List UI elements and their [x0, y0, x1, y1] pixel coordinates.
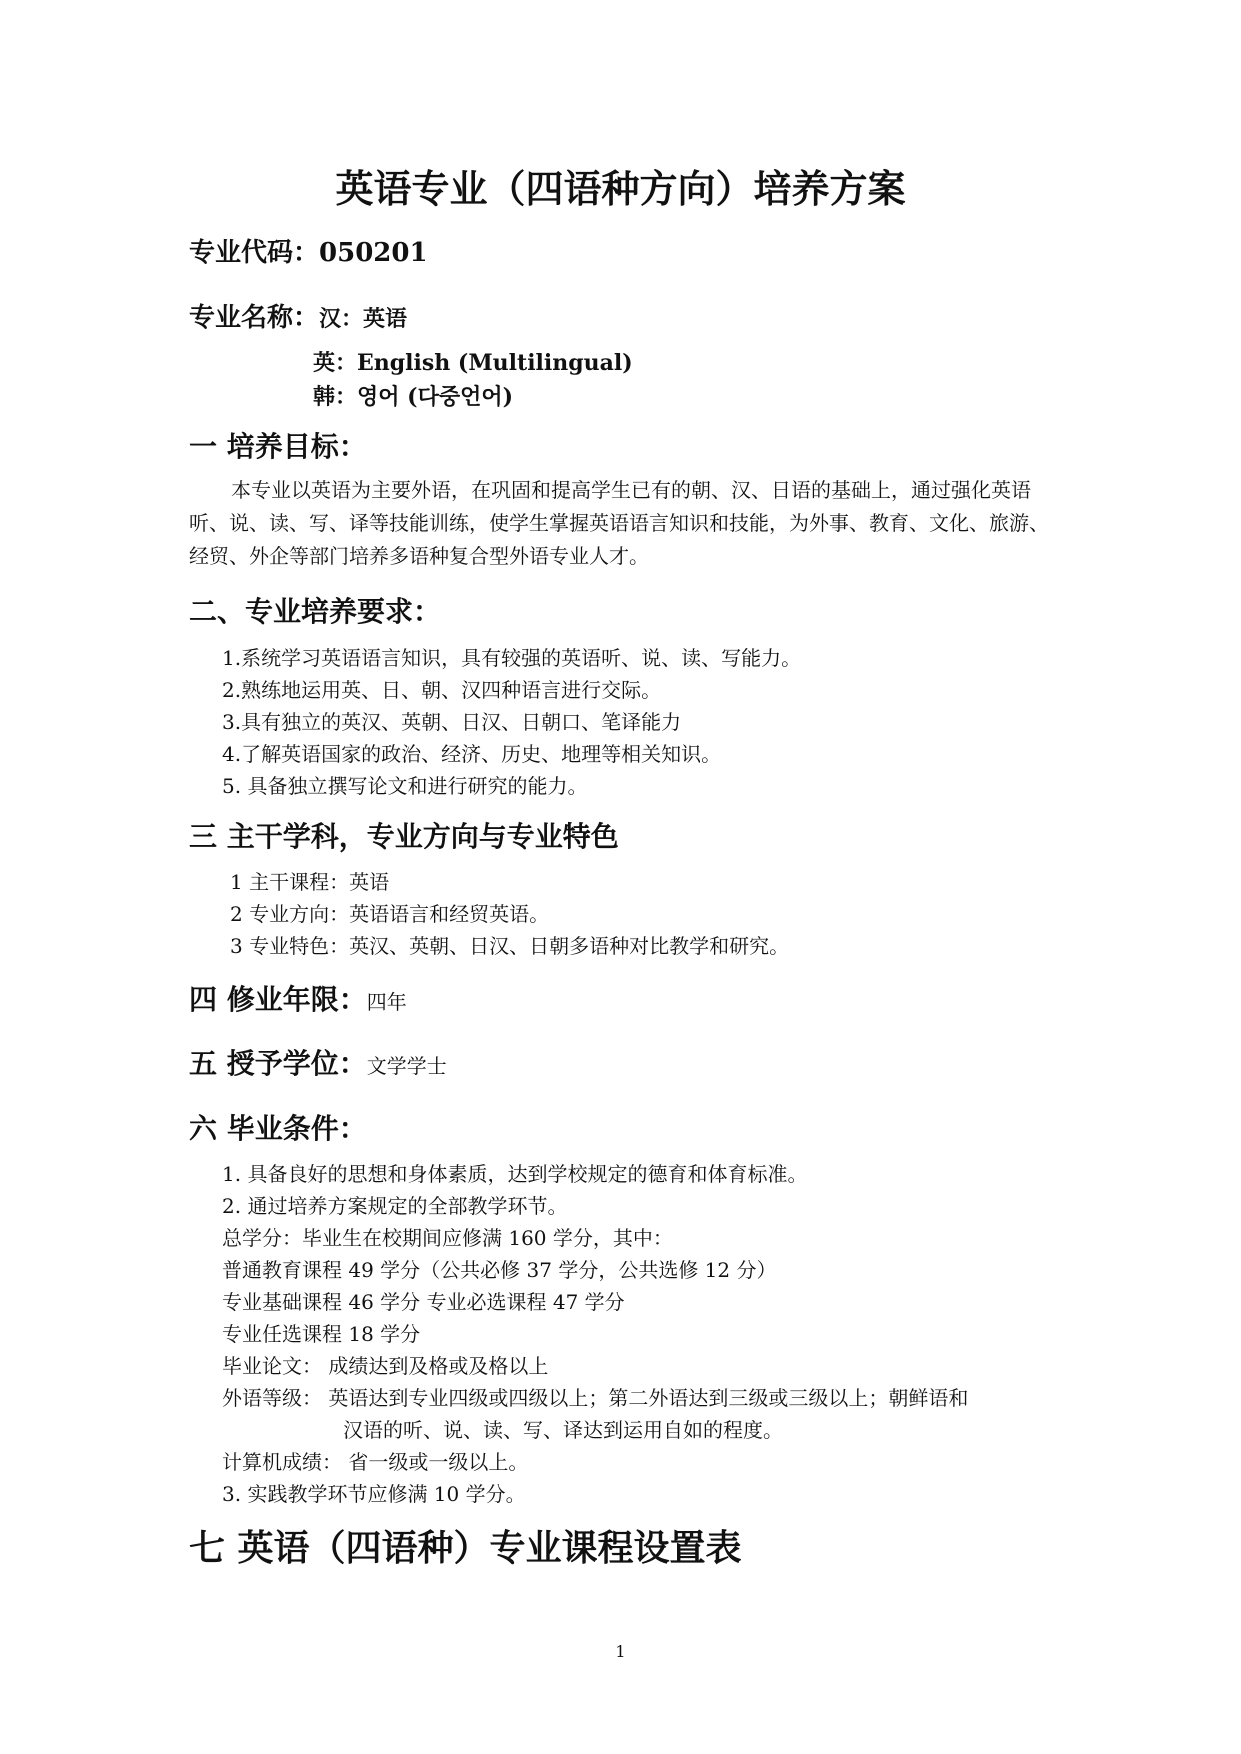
major-name	[189, 297, 407, 334]
major-code	[189, 232, 428, 269]
graduation-line: 专业基础课程 46 学分 专业必选课程 47 学分	[222, 1290, 625, 1314]
major-code-label: 专业代码：	[189, 238, 320, 268]
major-name-label: 专业名称：	[189, 303, 320, 333]
page-number: 1	[615, 1642, 626, 1661]
graduation-line: 普通教育课程 49 学分（公共必修 37 学分，公共选修 12 分）	[222, 1258, 777, 1282]
section-7-heading: 七 英语（四语种）专业课程设置表	[189, 1527, 742, 1569]
section-4	[189, 978, 407, 1018]
major-name-ko-label: 韩：	[313, 384, 358, 410]
discipline-item: 3 专业特色：英汉、英朝、日汉、日朝多语种对比教学和研究。	[230, 934, 790, 958]
major-code-value: 050201	[319, 238, 428, 268]
section-5-heading: 五 授予学位：	[189, 1047, 367, 1080]
discipline-item: 2 专业方向：英语语言和经贸英语。	[230, 902, 550, 926]
requirement-item: 5. 具备独立撰写论文和进行研究的能力。	[222, 774, 588, 798]
section-2-heading: 二、专业培养要求：	[189, 595, 442, 628]
graduation-line: 1. 具备良好的思想和身体素质，达到学校规定的德育和体育标准。	[222, 1162, 808, 1186]
major-name-ko-value: 영어 (다중언어)	[357, 384, 514, 410]
section-3-heading: 三 主干学科，专业方向与专业特色	[189, 820, 619, 853]
major-name-ko	[313, 380, 513, 411]
graduation-line: 2. 通过培养方案规定的全部教学环节。	[222, 1194, 568, 1218]
graduation-line: 专业任选课程 18 学分	[222, 1322, 421, 1346]
graduation-line: 计算机成绩： 省一级或一级以上。	[222, 1450, 529, 1474]
graduation-line: 总学分：毕业生在校期间应修满 160 学分，其中：	[222, 1226, 673, 1250]
requirement-item: 3.具有独立的英汉、英朝、日汉、日朝口、笔译能力	[222, 710, 682, 734]
section-5	[189, 1042, 447, 1082]
section-1-body: 本专业以英语为主要外语，在巩固和提高学生已有的朝、汉、日语的基础上，通过强化英语听、说、读、写、译等技能训练，使学生掌握英语语言知识和技能，为外事、教育、文化、旅游、经贸、外企等部门培养多语种复合型外语专业人才。	[189, 478, 1049, 568]
page-title: 英语专业（四语种方向）培养方案	[335, 166, 906, 211]
graduation-line: 3. 实践教学环节应修满 10 学分。	[222, 1482, 526, 1506]
section-6-heading: 六 毕业条件：	[189, 1112, 367, 1145]
major-name-en	[313, 346, 633, 377]
requirement-item: 4.了解英语国家的政治、经济、历史、地理等相关知识。	[222, 742, 722, 766]
section-5-value: 文学学士	[366, 1054, 447, 1078]
graduation-line: 毕业论文： 成绩达到及格或及格以上	[222, 1354, 549, 1378]
section-4-heading: 四 修业年限：	[189, 983, 367, 1016]
major-name-en-label: 英：	[313, 350, 358, 376]
major-name-zh: 汉：英语	[319, 306, 408, 332]
graduation-line: 汉语的听、说、读、写、译达到运用自如的程度。	[343, 1418, 783, 1442]
discipline-item: 1 主干课程：英语	[230, 870, 390, 894]
section-1-heading: 一 培养目标：	[189, 430, 367, 463]
graduation-line: 外语等级： 英语达到专业四级或四级以上；第二外语达到三级或三级以上；朝鲜语和	[222, 1386, 969, 1410]
requirement-item: 1.系统学习英语语言知识，具有较强的英语听、说、读、写能力。	[222, 646, 802, 670]
major-name-en-value: English (Multilingual)	[357, 350, 633, 376]
requirement-item: 2.熟练地运用英、日、朝、汉四种语言进行交际。	[222, 678, 662, 702]
section-4-value: 四年	[366, 990, 407, 1014]
